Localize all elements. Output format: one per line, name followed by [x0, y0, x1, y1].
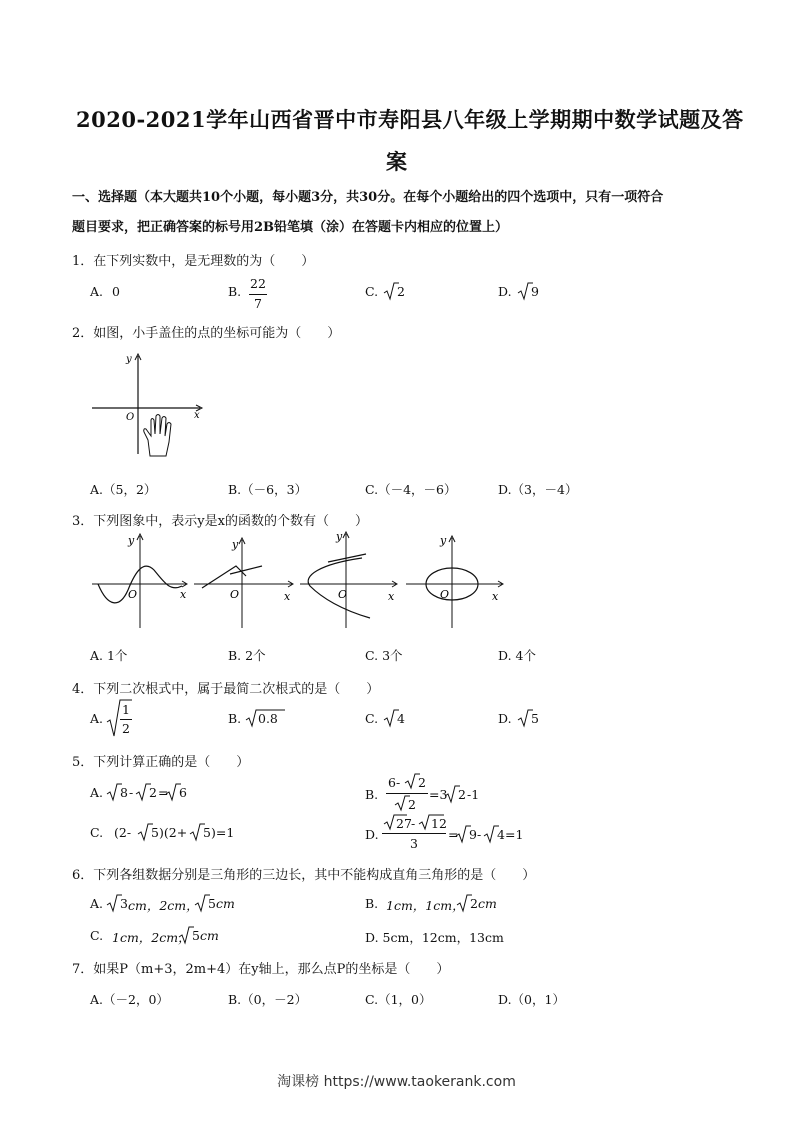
q2-option-a: A.（5，2）	[90, 482, 157, 497]
q5-d-fraction-bar	[382, 833, 446, 834]
question-3-stem: 3．下列图象中，表示y是x的函数的个数有（ ）	[72, 514, 368, 529]
q3-option-a: A. 1个	[90, 648, 128, 663]
q5-d-radicand-2: 12	[431, 816, 447, 831]
svg-text:x: x	[388, 590, 395, 603]
q5-d-radicand-4: 4	[497, 827, 505, 842]
q5-b-rhs-radicand: 2	[458, 787, 466, 802]
q5-option-b-label: B.	[365, 787, 379, 802]
q5-option-d-label: D.	[365, 827, 379, 842]
q1-option-b-numerator: 22	[250, 276, 266, 291]
q5-d-denominator: 3	[410, 836, 418, 851]
q6-a-suffix: cm	[216, 896, 235, 911]
q3-graphs-figure	[90, 530, 530, 630]
q6-option-d: D. 5cm，12cm，13cm	[365, 930, 504, 945]
q5-b-numerator-left: 6-	[388, 775, 401, 790]
q5-d-minus: -	[411, 816, 416, 831]
q2-option-c: C.（－4，－6）	[365, 482, 457, 497]
q1-option-b-label: B.	[228, 284, 242, 299]
document-title-line1: 2020-2021学年山西省晋中市寿阳县八年级上学期期中数学试题及答	[76, 107, 744, 132]
q3-graph-1	[92, 534, 187, 628]
q6-b-prefix: 1cm，1cm，	[386, 898, 465, 913]
q4-option-c-label: C.	[365, 711, 379, 726]
q3-graph-3	[300, 530, 397, 628]
question-2-stem: 2．如图，小手盖住的点的坐标可能为（ ）	[72, 326, 341, 341]
q4-option-c-radicand: 4	[397, 711, 405, 726]
q6-option-c-label: C.	[90, 928, 104, 943]
q5-c-radicand-1: 5	[151, 825, 159, 840]
q7-option-a: A.（－2，0）	[90, 992, 169, 1007]
q1-option-b-denominator: 7	[254, 296, 262, 311]
q5-d-radicand-1: 27	[396, 816, 412, 831]
q2-y-axis-label: y	[126, 354, 132, 365]
q7-option-c: C.（1，0）	[365, 992, 432, 1007]
q1-fraction-bar	[249, 294, 267, 295]
svg-text:y: y	[336, 530, 343, 543]
question-4-stem: 4．下列二次根式中，属于最简二次根式的是（ ）	[72, 682, 380, 697]
svg-text:y: y	[232, 538, 239, 551]
q1-option-a-value: 0	[112, 284, 120, 299]
q4-fraction-bar	[120, 719, 132, 720]
q4-option-a-denominator: 2	[122, 721, 130, 736]
q4-option-a-numerator: 1	[122, 702, 130, 717]
q7-option-d: D.（0，1）	[498, 992, 565, 1007]
q5-a-radicand-1: 8	[120, 785, 128, 800]
section-heading-line2: 题目要求，把正确答案的标号用2B铅笔填（涂）在答题卡内相应的位置上）	[72, 220, 509, 235]
q5-d-minus-2: -	[477, 827, 482, 842]
q3-option-d: D. 4个	[498, 648, 536, 663]
q5-a-radicand-2: 2	[149, 785, 157, 800]
question-7-stem: 7．如果P（m+3，2m+4）在y轴上，那么点P的坐标是（ ）	[72, 962, 450, 977]
svg-text:y: y	[128, 534, 135, 547]
document-title-line2: 案	[386, 149, 408, 174]
hand-icon	[144, 415, 171, 457]
q4-option-d-radicand: 5	[531, 711, 539, 726]
question-6-stem: 6．下列各组数据分别是三角形的三边长，其中不能构成直角三角形的是（ ）	[72, 868, 536, 883]
q4-option-b-label: B.	[228, 711, 242, 726]
q5-a-equals: =	[158, 785, 169, 800]
q3-graph-2	[194, 538, 293, 628]
q1-option-c-radicand: 2	[397, 284, 405, 299]
q1-option-c-label: C.	[365, 284, 379, 299]
svg-text:y: y	[440, 534, 447, 547]
svg-text:x: x	[180, 588, 187, 601]
q4-option-a-label: A.	[90, 711, 104, 726]
q5-c-prefix: (2-	[114, 825, 132, 840]
q5-c-suffix: )=1	[211, 825, 235, 840]
q4-option-b-radicand: 0.8	[258, 711, 278, 726]
q5-b-rhs-suffix: -1	[467, 787, 480, 802]
q2-coordinate-figure	[88, 350, 208, 458]
q6-c-radicand: 5	[192, 928, 200, 943]
section-heading-line1: 一、选择题（本大题共10个小题，每小题3分，共30分。在每个小题给出的四个选项中，只有一项符合	[72, 190, 664, 205]
q1-option-d-label: D.	[498, 284, 512, 299]
q7-option-b: B.（0，－2）	[228, 992, 308, 1007]
q2-option-d: D.（3，－4）	[498, 482, 578, 497]
q5-b-rhs-prefix: =3	[429, 787, 448, 802]
question-1-stem: 1．在下列实数中，是无理数的为（ ）	[72, 254, 315, 269]
q5-b-numerator-radicand: 2	[418, 775, 426, 790]
q5-d-radicand-3: 9	[469, 827, 477, 842]
q2-origin-label: O	[126, 412, 135, 423]
q5-a-minus: -	[129, 785, 134, 800]
q6-b-radicand: 2	[470, 896, 478, 911]
q2-option-b: B.（－6，3）	[228, 482, 308, 497]
q4-option-d-label: D.	[498, 711, 512, 726]
q6-a-radicand-2: 5	[208, 896, 216, 911]
svg-text:x: x	[492, 590, 499, 603]
q6-c-suffix: cm	[200, 928, 219, 943]
footer-watermark: 淘课榜 https://www.taokerank.com	[277, 1074, 516, 1090]
q1-option-a-label: A.	[90, 284, 104, 299]
q3-option-b: B. 2个	[228, 648, 266, 663]
question-5-stem: 5．下列计算正确的是（ ）	[72, 755, 250, 770]
svg-text:O: O	[338, 588, 348, 601]
q1-option-d-radicand: 9	[531, 284, 539, 299]
q5-option-a-label: A.	[90, 785, 104, 800]
svg-text:x: x	[284, 590, 291, 603]
q5-option-c-label: C.	[90, 825, 104, 840]
q5-d-equals: =	[448, 827, 459, 842]
q6-c-prefix: 1cm，2cm，	[112, 930, 191, 945]
q6-option-b-label: B.	[365, 896, 379, 911]
q5-c-radicand-2: 5	[203, 825, 211, 840]
q6-option-a-label: A.	[90, 896, 104, 911]
q6-a-middle: cm，2cm，	[128, 898, 199, 913]
svg-text:O: O	[230, 588, 240, 601]
q6-b-suffix: cm	[478, 896, 497, 911]
q5-a-radicand-3: 6	[179, 785, 187, 800]
q3-graph-4	[406, 534, 503, 628]
svg-text:O: O	[128, 588, 138, 601]
svg-text:O: O	[440, 588, 450, 601]
q2-x-axis-label: x	[194, 410, 200, 421]
q5-b-denominator-radicand: 2	[408, 797, 416, 812]
q5-d-suffix: =1	[505, 827, 524, 842]
q3-option-c: C. 3个	[365, 648, 403, 663]
q6-a-radicand-1: 3	[120, 896, 128, 911]
q5-c-middle: )(2+	[159, 825, 188, 840]
